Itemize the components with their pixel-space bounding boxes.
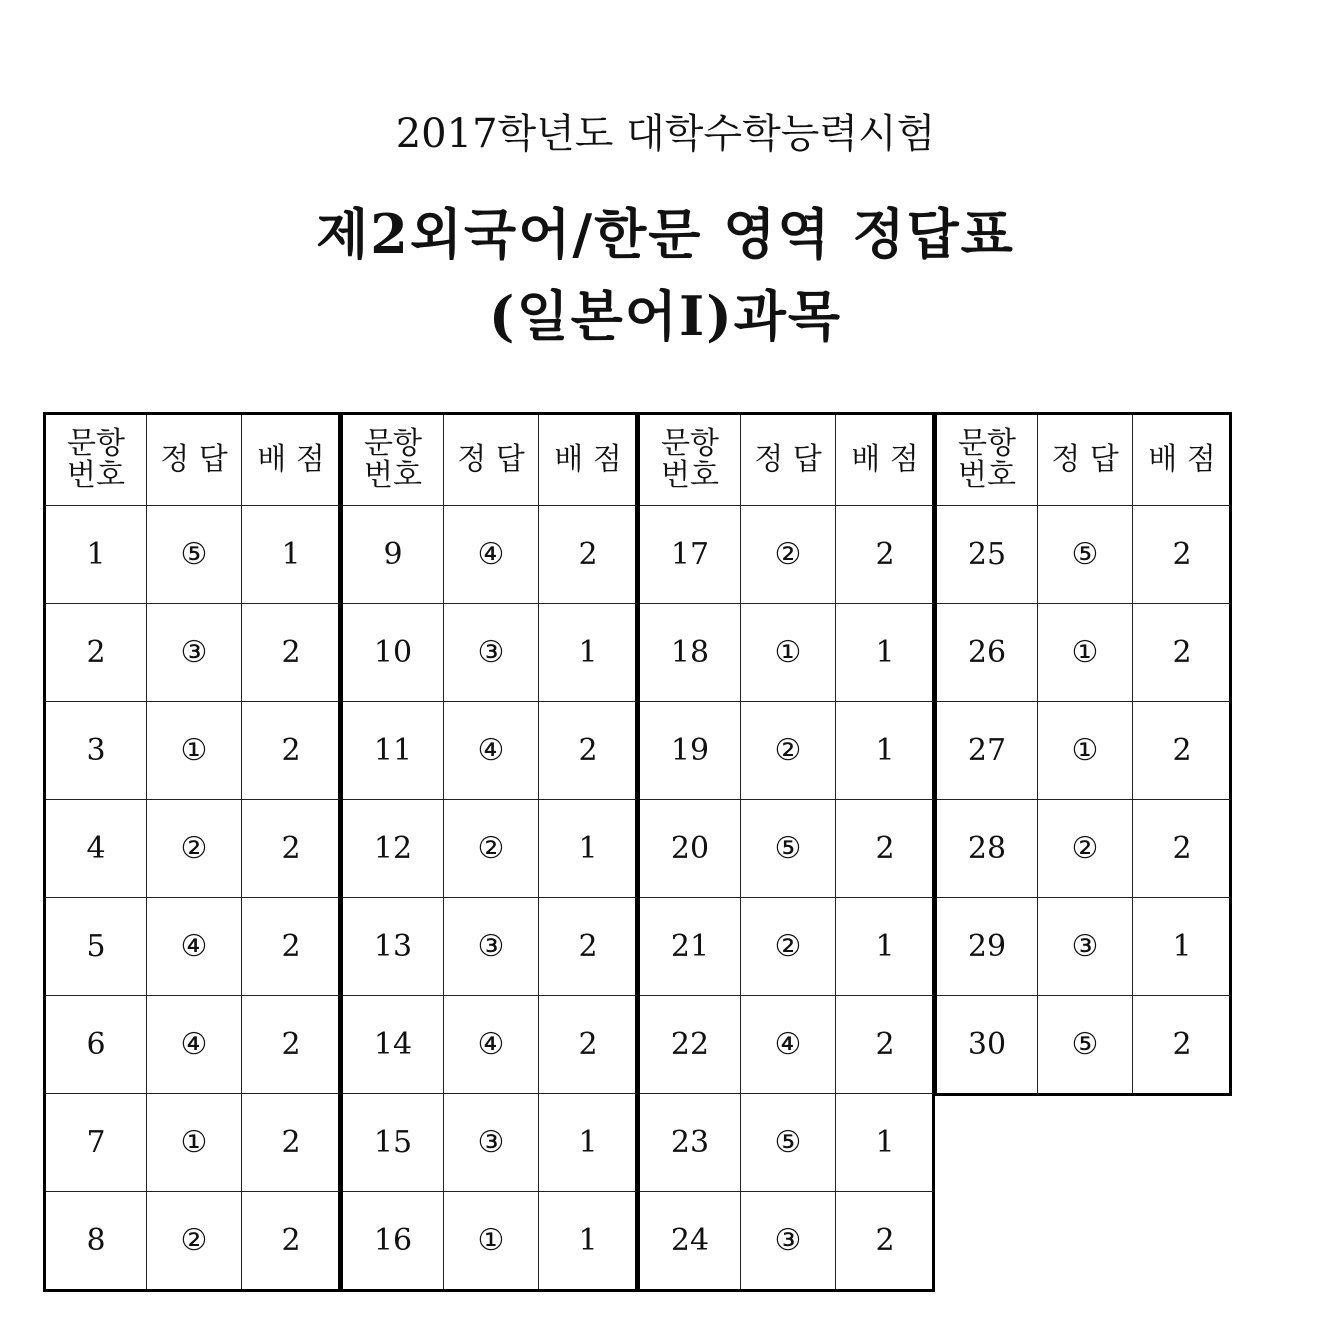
question-number: 30	[937, 996, 1038, 1094]
point-value: 1	[539, 1094, 638, 1192]
answer-block-1	[43, 412, 341, 1292]
header-number: 문항 번호	[640, 415, 741, 506]
table-row	[46, 996, 340, 1094]
point-value: 1	[836, 898, 935, 996]
answer-mark: ⑤	[147, 506, 242, 604]
answer-mark: ③	[444, 1094, 539, 1192]
question-number: 27	[937, 702, 1038, 800]
point-value: 2	[1133, 702, 1232, 800]
question-number: 10	[343, 604, 444, 702]
point-value: 2	[1133, 996, 1232, 1094]
table-row	[640, 506, 934, 604]
question-number: 25	[937, 506, 1038, 604]
table-row	[640, 1192, 934, 1290]
point-value: 2	[242, 800, 341, 898]
question-number: 19	[640, 702, 741, 800]
table-row	[46, 506, 340, 604]
point-value: 2	[1133, 506, 1232, 604]
table-row	[46, 1094, 340, 1192]
question-number: 28	[937, 800, 1038, 898]
point-value: 1	[539, 604, 638, 702]
header-answer: 정 답	[444, 415, 539, 506]
subject-title: (일본어Ⅰ)과목	[488, 284, 843, 348]
table-row	[343, 800, 637, 898]
table-row	[46, 1192, 340, 1290]
point-value: 2	[242, 604, 341, 702]
question-number: 9	[343, 506, 444, 604]
point-value: 2	[242, 1094, 341, 1192]
question-number: 26	[937, 604, 1038, 702]
point-value: 1	[242, 506, 341, 604]
point-value: 2	[242, 996, 341, 1094]
question-number: 15	[343, 1094, 444, 1192]
table-row	[46, 702, 340, 800]
question-number: 13	[343, 898, 444, 996]
exam-title: 2017학년도 대학수학능력시험	[395, 111, 936, 157]
answer-block-table	[937, 415, 1231, 1093]
header-number: 문항 번호	[937, 415, 1038, 506]
question-number: 21	[640, 898, 741, 996]
answer-mark: ③	[147, 604, 242, 702]
answer-mark: ②	[741, 898, 836, 996]
header-row	[937, 415, 1231, 506]
header-points: 배 점	[836, 415, 935, 506]
question-number: 29	[937, 898, 1038, 996]
answer-mark: ⑤	[1038, 996, 1133, 1094]
header-row	[343, 415, 637, 506]
answer-mark: ④	[147, 898, 242, 996]
point-value: 2	[836, 1192, 935, 1290]
answer-sheet-title: 제2외국어/한문 영역 정답표	[316, 202, 1015, 266]
table-row	[343, 1192, 637, 1290]
question-number: 7	[46, 1094, 147, 1192]
question-number: 1	[46, 506, 147, 604]
point-value: 2	[836, 506, 935, 604]
table-row	[937, 996, 1231, 1094]
point-value: 1	[836, 702, 935, 800]
point-value: 2	[242, 702, 341, 800]
table-row	[640, 996, 934, 1094]
table-row	[343, 1094, 637, 1192]
answer-mark: ②	[1038, 800, 1133, 898]
answer-mark: ①	[444, 1192, 539, 1290]
answer-mark: ③	[444, 898, 539, 996]
table-row	[343, 996, 637, 1094]
table-row	[937, 604, 1231, 702]
table-row	[640, 604, 934, 702]
question-number: 2	[46, 604, 147, 702]
answer-mark: ②	[147, 1192, 242, 1290]
question-number: 16	[343, 1192, 444, 1290]
answer-mark: ②	[741, 506, 836, 604]
question-number: 14	[343, 996, 444, 1094]
table-row	[343, 506, 637, 604]
question-number: 11	[343, 702, 444, 800]
answer-mark: ③	[444, 604, 539, 702]
question-number: 17	[640, 506, 741, 604]
question-number: 4	[46, 800, 147, 898]
header-points: 배 점	[242, 415, 341, 506]
table-row	[343, 702, 637, 800]
answer-mark: ④	[444, 996, 539, 1094]
answer-mark: ②	[741, 702, 836, 800]
answer-mark: ①	[147, 702, 242, 800]
header-answer: 정 답	[741, 415, 836, 506]
answer-mark: ⑤	[741, 800, 836, 898]
header-number: 문항 번호	[343, 415, 444, 506]
point-value: 2	[539, 702, 638, 800]
table-row	[640, 1094, 934, 1192]
answer-mark: ⑤	[741, 1094, 836, 1192]
answer-mark: ①	[147, 1094, 242, 1192]
point-value: 2	[1133, 800, 1232, 898]
point-value: 2	[242, 1192, 341, 1290]
point-value: 2	[539, 506, 638, 604]
question-number: 20	[640, 800, 741, 898]
answer-mark: ④	[741, 996, 836, 1094]
point-value: 1	[1133, 898, 1232, 996]
point-value: 1	[836, 1094, 935, 1192]
answer-mark: ②	[444, 800, 539, 898]
table-row	[937, 800, 1231, 898]
header-number: 문항 번호	[46, 415, 147, 506]
point-value: 1	[539, 800, 638, 898]
answer-mark: ⑤	[1038, 506, 1133, 604]
question-number: 8	[46, 1192, 147, 1290]
answer-mark: ④	[444, 702, 539, 800]
answer-block-4	[934, 412, 1232, 1096]
point-value: 1	[539, 1192, 638, 1290]
answer-mark: ④	[444, 506, 539, 604]
question-number: 18	[640, 604, 741, 702]
question-number: 6	[46, 996, 147, 1094]
point-value: 2	[836, 800, 935, 898]
table-row	[46, 898, 340, 996]
point-value: 1	[836, 604, 935, 702]
answer-block-table	[343, 415, 637, 1289]
table-row	[640, 702, 934, 800]
point-value: 2	[539, 996, 638, 1094]
question-number: 23	[640, 1094, 741, 1192]
table-row	[937, 898, 1231, 996]
header-answer: 정 답	[1038, 415, 1133, 506]
point-value: 2	[1133, 604, 1232, 702]
answer-mark: ③	[741, 1192, 836, 1290]
question-number: 5	[46, 898, 147, 996]
answer-mark: ②	[147, 800, 242, 898]
header-points: 배 점	[539, 415, 638, 506]
header-row	[640, 415, 934, 506]
answer-block-3	[637, 412, 935, 1292]
table-row	[343, 898, 637, 996]
header-points: 배 점	[1133, 415, 1232, 506]
answer-mark: ③	[1038, 898, 1133, 996]
table-row	[343, 604, 637, 702]
point-value: 2	[836, 996, 935, 1094]
question-number: 12	[343, 800, 444, 898]
point-value: 2	[242, 898, 341, 996]
table-row	[640, 800, 934, 898]
table-row	[937, 702, 1231, 800]
answer-mark: ①	[1038, 702, 1133, 800]
table-row	[937, 506, 1231, 604]
answer-mark: ①	[741, 604, 836, 702]
point-value: 2	[539, 898, 638, 996]
question-number: 24	[640, 1192, 741, 1290]
table-row	[640, 898, 934, 996]
question-number: 3	[46, 702, 147, 800]
answer-mark: ①	[1038, 604, 1133, 702]
header-row	[46, 415, 340, 506]
answer-block-2	[340, 412, 638, 1292]
header-answer: 정 답	[147, 415, 242, 506]
table-row	[46, 800, 340, 898]
question-number: 22	[640, 996, 741, 1094]
answer-mark: ④	[147, 996, 242, 1094]
answer-block-table	[640, 415, 934, 1289]
table-row	[46, 604, 340, 702]
answer-block-table	[46, 415, 340, 1289]
